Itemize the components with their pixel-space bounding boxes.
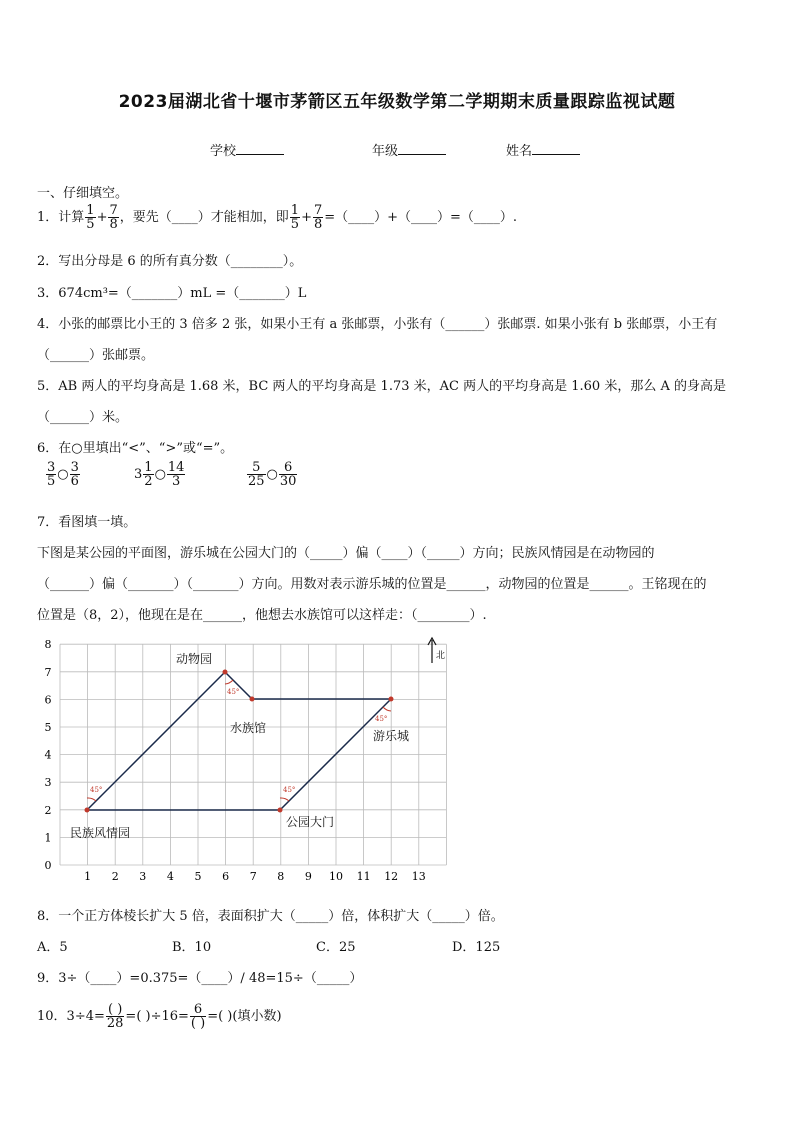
x-tick-label: 11 bbox=[356, 870, 371, 883]
question-7-line-1: 下图是某公园的平面图，游乐城在公园大门的（_____）偏（____）（_____）方向；民族风情园是在动物园的 bbox=[37, 546, 655, 561]
amusement-point bbox=[389, 697, 394, 702]
numerator: 1 bbox=[290, 203, 300, 218]
numerator: 1 bbox=[86, 203, 95, 218]
plus-sign: + bbox=[301, 210, 312, 225]
y-tick-label: 0 bbox=[44, 859, 52, 872]
x-tick-label: 7 bbox=[249, 870, 257, 883]
y-tick-label: 7 bbox=[44, 665, 52, 679]
compare-circle[interactable]: ○ bbox=[266, 467, 278, 482]
q1-text-b: ，要先（____）才能相加，即 bbox=[119, 210, 289, 225]
denominator: 5 bbox=[47, 474, 56, 489]
denominator: 8 bbox=[109, 217, 118, 232]
numerator: 3 bbox=[47, 460, 56, 475]
angle-label: 45° bbox=[227, 688, 240, 696]
x-tick-label: 8 bbox=[277, 870, 285, 883]
numerator: 14 bbox=[167, 460, 185, 475]
compare-circle[interactable]: ○ bbox=[57, 467, 69, 482]
question-5-line-2: （______）米。 bbox=[37, 410, 129, 425]
name-blank[interactable] bbox=[532, 141, 580, 155]
q8-option-a[interactable]: A．5 bbox=[37, 940, 68, 955]
denominator: 30 bbox=[279, 474, 297, 489]
denominator: 28 bbox=[106, 1016, 124, 1031]
denominator: 5 bbox=[290, 217, 300, 232]
angle-label: 45° bbox=[90, 786, 103, 794]
y-tick-label: 4 bbox=[44, 748, 52, 762]
denominator: 25 bbox=[248, 474, 265, 489]
q10-text-a: 10．3÷4= bbox=[37, 1009, 105, 1024]
fraction bbox=[167, 461, 186, 488]
question-9: 9．3÷（____）=0.375=（____）/ 48=15÷（_____） bbox=[37, 971, 363, 986]
q8-option-b[interactable]: B．10 bbox=[172, 940, 212, 955]
x-tick-label: 12 bbox=[384, 870, 399, 883]
page-title: 2023届湖北省十堰市茅箭区五年级数学第二学期期末质量跟踪监视试题 bbox=[118, 92, 676, 112]
grade-field[interactable] bbox=[372, 140, 446, 159]
y-tick-label: 6 bbox=[44, 693, 52, 707]
denominator: 5 bbox=[86, 217, 95, 232]
north-label: 北 bbox=[436, 651, 446, 661]
folk-garden-label: 民族风情园 bbox=[70, 826, 131, 840]
q6-compare-c bbox=[246, 461, 298, 488]
fraction bbox=[290, 204, 300, 231]
question-3: 3．674cm³=（_______）mL =（_______）L bbox=[37, 286, 307, 301]
denominator: 3 bbox=[167, 474, 186, 488]
numerator: 5 bbox=[252, 460, 261, 475]
fraction bbox=[279, 461, 298, 488]
fraction bbox=[46, 461, 56, 488]
denominator: 2 bbox=[144, 474, 153, 489]
school-blank[interactable] bbox=[236, 141, 284, 155]
numerator: 7 bbox=[109, 203, 118, 218]
name-field[interactable] bbox=[506, 140, 580, 159]
q6-compare-a bbox=[45, 461, 81, 488]
x-tick-label: 3 bbox=[139, 870, 147, 883]
gate-label: 公园大门 bbox=[286, 815, 335, 829]
y-tick-label: 1 bbox=[44, 831, 52, 845]
numerator: ( ) bbox=[108, 1002, 123, 1017]
aquarium-label: 水族馆 bbox=[230, 721, 267, 735]
compare-circle[interactable]: ○ bbox=[154, 467, 166, 482]
q1-text-c: =（____）+（____）=（____）. bbox=[324, 210, 518, 225]
q6-compare-b bbox=[134, 461, 186, 488]
angle-label: 45° bbox=[283, 786, 296, 794]
question-5-line-1: 5．AB 两人的平均身高是 1.68 米，BC 两人的平均身高是 1.73 米，AC 两人的平均身高是 1.60 米，那么 A 的身高是 bbox=[37, 379, 726, 394]
plus-sign: + bbox=[96, 210, 108, 225]
question-6: 6．在○里填出“<”、“>”或“=”。 bbox=[37, 441, 234, 456]
numerator: 3 bbox=[70, 460, 79, 475]
park-map-grid bbox=[30, 635, 450, 895]
x-tick-label: 6 bbox=[222, 870, 230, 883]
question-10 bbox=[37, 1003, 282, 1030]
question-2: 2．写出分母是 6 的所有真分数（________）。 bbox=[37, 254, 303, 269]
question-1 bbox=[37, 204, 517, 231]
aquarium-point bbox=[250, 697, 255, 702]
x-tick-label: 10 bbox=[329, 870, 343, 883]
question-8: 8．一个正方体棱长扩大 5 倍，表面积扩大（_____）倍，体积扩大（_____）倍。 bbox=[37, 909, 504, 924]
axis-labels bbox=[45, 638, 426, 883]
x-tick-label: 4 bbox=[166, 870, 174, 883]
question-7: 7．看图填一填。 bbox=[37, 515, 137, 530]
fraction bbox=[190, 1003, 206, 1030]
y-tick-label: 3 bbox=[44, 776, 52, 790]
grade-blank[interactable] bbox=[398, 141, 446, 155]
gate-point bbox=[278, 808, 283, 813]
q8-option-c[interactable]: C．25 bbox=[316, 940, 356, 955]
zoo-label: 动物园 bbox=[176, 652, 213, 666]
question-7-line-3: 位置是（8，2），他现在是在______，他想去水族馆可以这样走：（________）. bbox=[37, 608, 487, 623]
question-4-line-1: 4．小张的邮票比小王的 3 倍多 2 张，如果小王有 a 张邮票，小张有（______）张邮票. 如果小张有 b 张邮票，小王有 bbox=[37, 317, 718, 332]
school-label: 学校 bbox=[210, 144, 237, 159]
denominator: 6 bbox=[70, 474, 79, 489]
q10-text-b: =( )÷16= bbox=[125, 1009, 189, 1024]
grade-label: 年级 bbox=[372, 144, 399, 159]
denominator: 8 bbox=[313, 217, 323, 232]
name-label: 姓名 bbox=[506, 144, 533, 159]
x-tick-label: 1 bbox=[84, 870, 92, 883]
numerator: 6 bbox=[193, 1002, 203, 1017]
numerator: 1 bbox=[144, 460, 153, 475]
angle-label: 45° bbox=[375, 715, 388, 723]
north-arrow-icon bbox=[428, 638, 445, 663]
section-heading: 一、仔细填空。 bbox=[37, 186, 129, 201]
zoo-point bbox=[223, 670, 228, 675]
amusement-label: 游乐城 bbox=[373, 729, 410, 743]
angle-arcs bbox=[87, 680, 391, 801]
question-7-line-2: （______）偏（_______）（_______）方向。用数对表示游乐城的位置是______，动物园的位置是______。王铭现在的 bbox=[37, 577, 707, 592]
fraction bbox=[143, 461, 153, 488]
y-tick-label: 5 bbox=[44, 721, 52, 734]
question-4-line-2: （______）张邮票。 bbox=[37, 348, 155, 363]
x-tick-label: 5 bbox=[194, 870, 202, 883]
fraction bbox=[313, 204, 323, 231]
q10-text-c: =( )(填小数) bbox=[207, 1009, 282, 1024]
integer-part: 3 bbox=[134, 467, 143, 482]
q8-option-d[interactable]: D．125 bbox=[452, 940, 501, 955]
denominator: ( ) bbox=[190, 1016, 206, 1031]
school-field[interactable] bbox=[210, 140, 284, 159]
fraction bbox=[85, 204, 95, 231]
fraction bbox=[106, 1003, 125, 1030]
numerator: 7 bbox=[313, 203, 323, 218]
q1-text-a: 计算 bbox=[58, 210, 85, 225]
x-tick-label: 2 bbox=[111, 870, 119, 883]
fraction bbox=[247, 461, 266, 488]
fraction bbox=[70, 461, 80, 488]
x-tick-label: 9 bbox=[304, 870, 312, 883]
y-tick-label: 8 bbox=[44, 638, 52, 652]
x-tick-label: 13 bbox=[411, 870, 426, 883]
y-tick-label: 2 bbox=[44, 803, 52, 817]
numerator: 6 bbox=[284, 460, 293, 475]
fraction bbox=[108, 204, 118, 231]
folk-garden-point bbox=[85, 808, 90, 813]
q1-number: 1． bbox=[37, 210, 59, 225]
